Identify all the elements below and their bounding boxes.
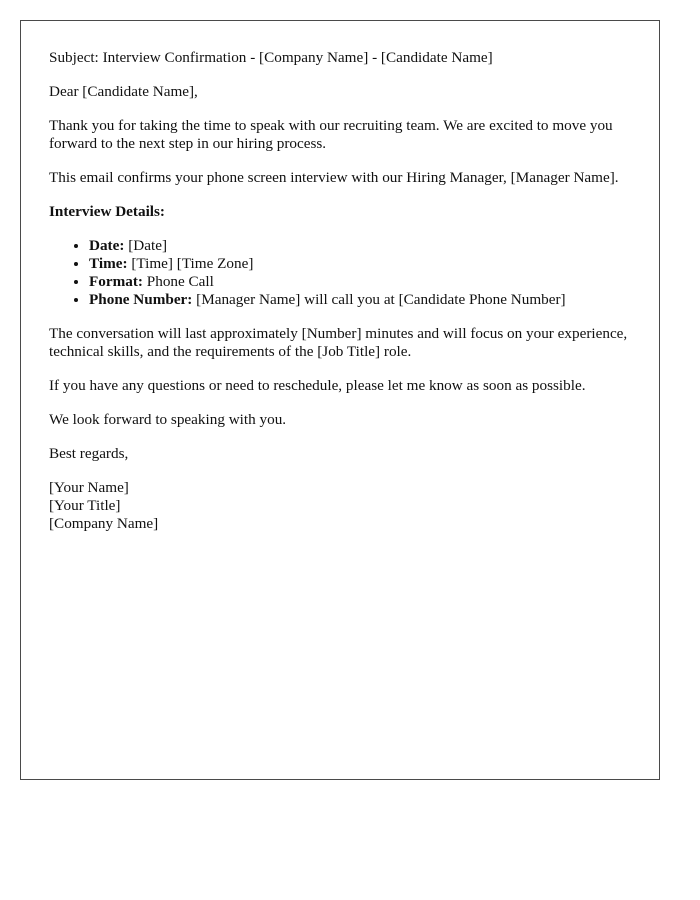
email-confirmation-paragraph: This email confirms your phone screen interview with our Hiring Manager, [Manager Name]. <box>49 169 619 186</box>
detail-value-time: [Time] [Time Zone] <box>127 255 254 272</box>
detail-label-time: Time: <box>89 255 128 272</box>
detail-label-format: Format: <box>89 273 143 290</box>
detail-item-format <box>89 273 633 291</box>
detail-value-phone-number: [Manager Name] will call you at [Candidate Phone Number] <box>192 291 566 308</box>
signature-company: [Company Name] <box>49 515 159 532</box>
interview-details-list <box>49 237 633 309</box>
email-subject: Subject: Interview Confirmation - [Company Name] - [Candidate Name] <box>49 49 493 66</box>
detail-label-date: Date: <box>89 237 125 254</box>
detail-value-date: [Date] <box>124 237 168 254</box>
detail-item-time <box>89 255 633 273</box>
email-signature <box>49 479 633 533</box>
email-document <box>20 20 660 780</box>
signature-name: [Your Name] <box>49 479 129 496</box>
email-intro-paragraph: Thank you for taking the time to speak with our recruiting team. We are excited to move you forward to the next step in our hiring process. <box>49 117 613 152</box>
detail-item-phone-number <box>89 291 633 309</box>
detail-value-format: Phone Call <box>142 273 214 290</box>
detail-item-date <box>89 237 633 255</box>
interview-details-heading-text: Interview Details: <box>49 203 165 220</box>
email-greeting: Dear [Candidate Name], <box>49 83 198 100</box>
email-sign-off: Best regards, <box>49 445 129 462</box>
email-closing-line: We look forward to speaking with you. <box>49 411 287 428</box>
email-conversation-paragraph: The conversation will last approximately [Number] minutes and will focus on your experience, technical skills, and the requirements of the [Job Title] role. <box>49 325 628 360</box>
email-questions-paragraph: If you have any questions or need to reschedule, please let me know as soon as possible. <box>49 377 586 394</box>
interview-details-heading <box>49 203 633 221</box>
detail-label-phone-number: Phone Number: <box>89 291 193 308</box>
signature-title: [Your Title] <box>49 497 121 514</box>
email-body <box>49 49 633 549</box>
